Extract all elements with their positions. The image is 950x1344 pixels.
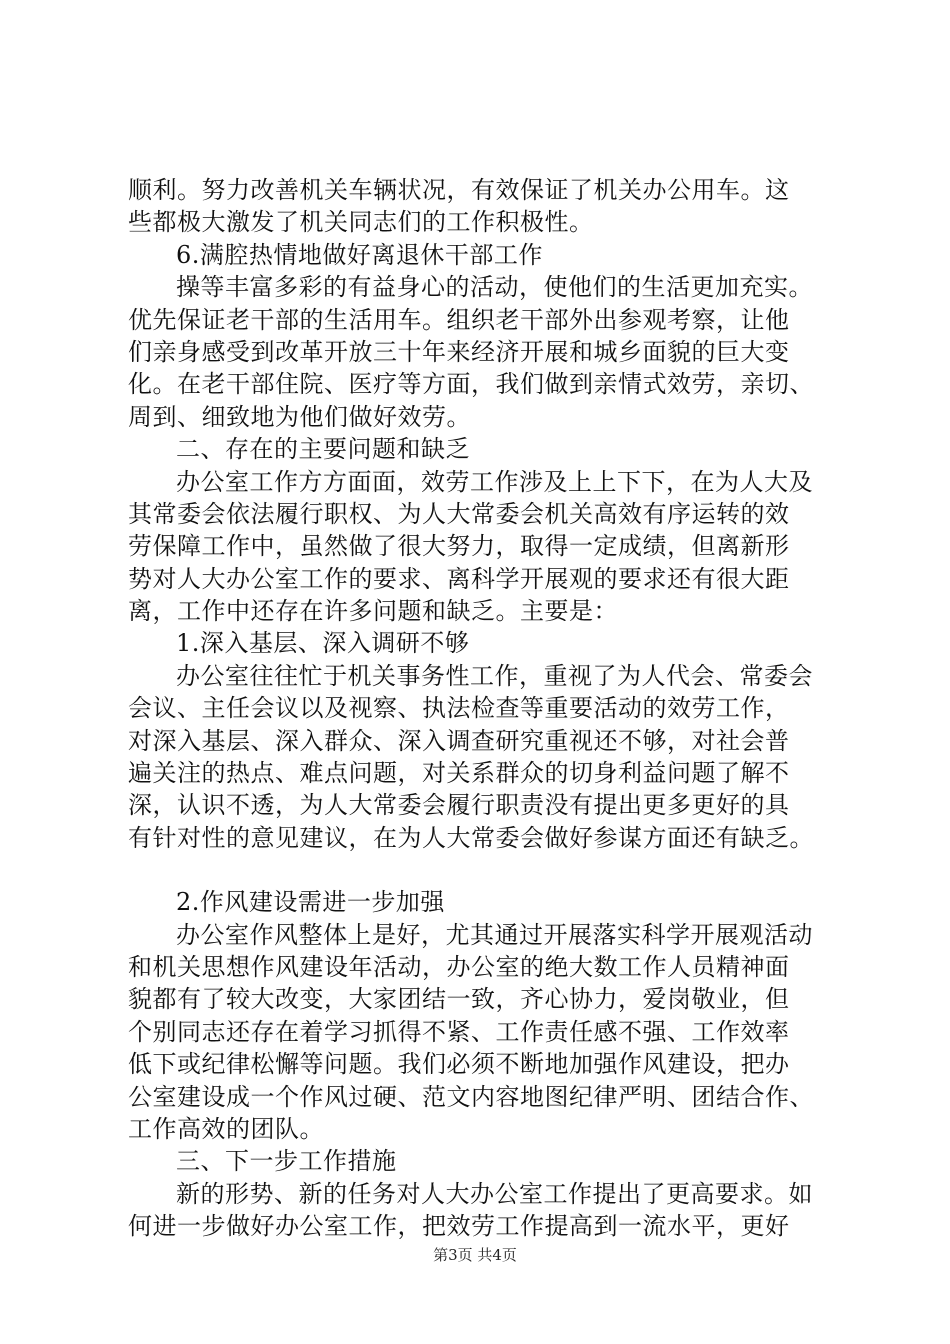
paragraph-gap (128, 854, 840, 886)
paragraph-line: 工作高效的团队。 (128, 1114, 324, 1143)
paragraph-line: 化。在老干部住院、医疗等方面，我们做到亲情式效劳，亲切、 (128, 370, 814, 399)
paragraph-line: 们亲身感受到改革开放三十年来经济开展和城乡面貌的巨大变 (128, 337, 790, 366)
paragraph-line: 有针对性的意见建议，在为人大常委会做好参谋方面还有缺乏。 (128, 823, 814, 852)
paragraph-line: 其常委会依法履行职权、为人大常委会机关高效有序运转的效 (128, 499, 790, 528)
paragraph-line: 何进一步做好办公室工作，把效劳工作提高到一流水平，更好 (128, 1212, 790, 1241)
paragraph-line: 办公室作风整体上是好，尤其通过开展落实科学开展观活动 (176, 920, 813, 949)
section-heading: 三、下一步工作措施 (176, 1147, 397, 1176)
paragraph-line: 周到、细致地为他们做好效劳。 (128, 402, 471, 431)
paragraph-line: 劳保障工作中，虽然做了很大努力，取得一定成绩，但离新形 (128, 532, 790, 561)
paragraph-line: 深，认识不透，为人大常委会履行职责没有提出更多更好的具 (128, 791, 790, 820)
paragraph-line: 优先保证老干部的生活用车。组织老干部外出参观考察，让他 (128, 305, 790, 334)
paragraph-line: 离，工作中还存在许多问题和缺乏。主要是： (128, 597, 618, 626)
paragraph-line: 些都极大激发了机关同志们的工作积极性。 (128, 208, 594, 237)
paragraph-line: 办公室工作方方面面，效劳工作涉及上上下下，在为人大及 (176, 467, 813, 496)
paragraph-line: 低下或纪律松懈等问题。我们必须不断地加强作风建设，把办 (128, 1050, 790, 1079)
paragraph-line: 新的形势、新的任务对人大办公室工作提出了更高要求。如 (176, 1179, 813, 1208)
section-heading: 二、存在的主要问题和缺乏 (176, 435, 470, 464)
section-heading: 6.满腔热情地做好离退休干部工作 (176, 240, 543, 269)
paragraph-line: 操等丰富多彩的有益身心的活动，使他们的生活更加充实。 (176, 273, 813, 302)
paragraph-line: 貌都有了较大改变，大家团结一致，齐心协力，爱岗敬业，但 (128, 985, 790, 1014)
paragraph-line: 办公室往往忙于机关事务性工作，重视了为人代会、常委会 (176, 661, 813, 690)
paragraph-line: 对深入基层、深入群众、深入调查研究重视还不够，对社会普 (128, 726, 790, 755)
paragraph-line: 个别同志还存在着学习抓得不紧、工作责任感不强、工作效率 (128, 1017, 790, 1046)
paragraph-line: 遍关注的热点、难点问题，对关系群众的切身利益问题了解不 (128, 759, 790, 788)
document-body (128, 174, 840, 1243)
page-footer: 第3页 共4页 (433, 1246, 517, 1264)
paragraph-line: 顺利。努力改善机关车辆状况，有效保证了机关办公用车。这 (128, 176, 790, 204)
paragraph-line: 和机关思想作风建设年活动，办公室的绝大数工作人员精神面 (128, 952, 790, 981)
section-heading: 1.深入基层、深入调研不够 (176, 629, 470, 658)
paragraph-line: 公室建设成一个作风过硬、范文内容地图纪律严明、团结合作、 (128, 1082, 814, 1111)
paragraph-line: 势对人大办公室工作的要求、离科学开展观的要求还有很大距 (128, 564, 790, 593)
paragraph-line: 会议、主任会议以及视察、执法检查等重要活动的效劳工作， (128, 694, 790, 723)
section-heading: 2.作风建设需进一步加强 (176, 888, 445, 917)
